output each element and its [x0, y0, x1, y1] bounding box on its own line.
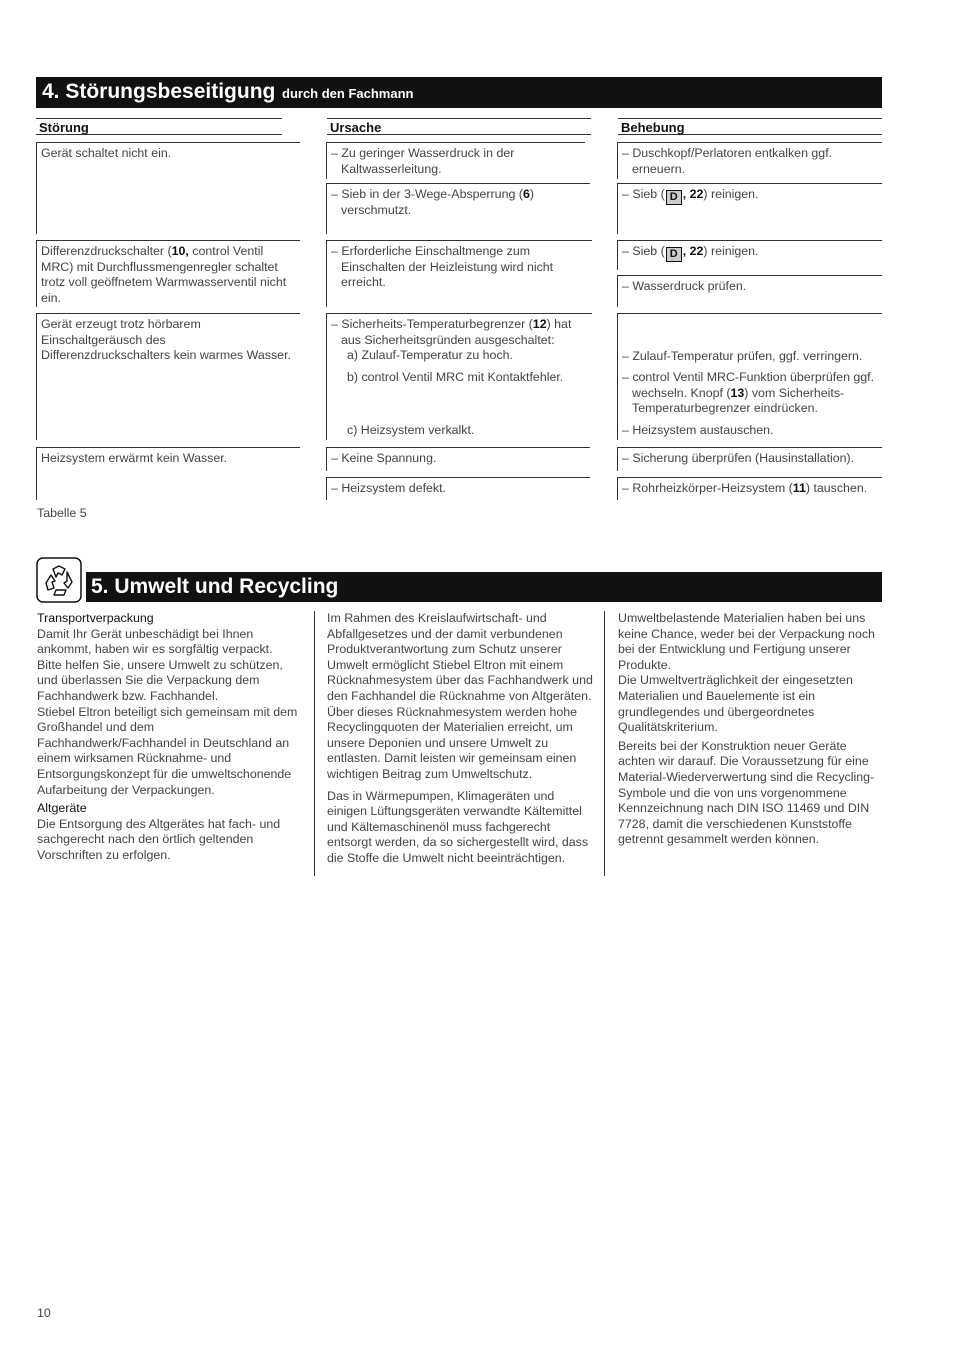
heading-altgeraete: Altgeräte [37, 801, 87, 816]
section5-title-bar [86, 572, 882, 602]
section5-column2 [327, 611, 593, 867]
table-caption: Tabelle 5 [37, 506, 87, 520]
para-konstruktion: Bereits bei der Konstruktion neuer Geräte achten wir darauf. Die Voraussetzung für eine Material-Wiederverwertung sind die Recycling-Symbole und die von uns vorgenommene Kennzeichnung nach DIN ISO 11469 und DIN 7728, damit die verschiedenen Kunststoffe getrennt gesammelt werden können. [618, 738, 875, 847]
row1-behebung2-cell [617, 183, 882, 234]
d-box-icon: D [666, 190, 682, 205]
row2-behebung1-cell [617, 240, 882, 270]
row3-behebung-b: – control Ventil MRC-Funktion überprüfen ggf. wechseln. Knopf (13) vom Sicherheits-Temperaturbegrenzer eindrücken. [622, 370, 875, 416]
row1-ursache1: – Zu geringer Wasserdruck in der Kaltwasserleitung. [331, 146, 515, 176]
recycle-icon [36, 557, 82, 603]
row2-behebung1: – Sieb ( D , 22) reinigen. [622, 244, 759, 260]
row3-ursache-b: b) control Ventil MRC mit Kontaktfehler. [347, 370, 564, 384]
para-kaeltemittel: Das in Wärmepumpen, Klimageräten und einigen Lüftungsgeräten verwandte Kältemittel und Kältemaschinenöl muss fachgerecht entsorgt werden, da so sichergestellt wird, dass die Stoffe die Umwelt nicht beeinträchtigen. [327, 788, 589, 865]
row1-stoerung: Gerät schaltet nicht ein. [41, 146, 172, 160]
row1-behebung1: – Duschkopf/Perlatoren entkalken ggf. erneuern. [622, 146, 833, 176]
section5-column1 [37, 611, 299, 864]
section4-subtitle: durch den Fachmann [282, 86, 414, 101]
row4-ursache2: – Heizsystem defekt. [331, 481, 447, 495]
heading-transportverpackung: Transportverpackung [37, 611, 154, 625]
row4-behebung2: – Rohrheizkörper-Heizsystem (11) tauschen. [622, 481, 868, 495]
row4-behebung2-cell [617, 477, 882, 500]
row3-ursache1: – Sicherheits-Temperaturbegrenzer (12) hat aus Sicherheitsgründen ausgeschaltet: [331, 317, 572, 347]
row3-stoerung-cell [36, 313, 300, 440]
d-box-icon: D [666, 247, 682, 262]
row1-stoerung-cell [36, 142, 300, 234]
para-umweltbelastend: Umweltbelastende Materialien haben bei uns keine Chance, weder bei der Verpackung noch bei der Entwicklung und Fertigung unserer Produkte. [618, 611, 875, 672]
row4-ursache1-cell [326, 447, 590, 471]
section5-title: 5. Umwelt und Recycling [91, 575, 339, 598]
section4-title: 4. Störungsbeseitigung [42, 80, 276, 103]
row4-ursache1: – Keine Spannung. [331, 451, 437, 465]
row3-behebung-cell [617, 313, 882, 440]
row4-ursache2-cell [326, 477, 590, 500]
row3-behebung-c: – Heizsystem austauschen. [622, 423, 774, 437]
row1-ursache1-cell [326, 142, 585, 179]
para-umweltvertraeglichkeit: Die Umweltverträglichkeit der eingesetzten Materialien und Bauelemente ist ein grundlegendes und übergeordnetes Qualitätskriterium. [618, 673, 853, 735]
row2-behebung2: – Wasserdruck prüfen. [622, 279, 747, 293]
row1-behebung2: – Sieb ( D , 22) reinigen. [622, 187, 759, 203]
row4-stoerung-cell [36, 447, 300, 500]
row1-ursache2: – Sieb in der 3-Wege-Absperrung (6) verschmutzt. [331, 187, 534, 217]
para-ruecknahme: Im Rahmen des Kreislaufwirtschaft- und Abfallgesetzes und der damit verbundenen Produktverantwortung zum Schutz unserer Umwelt ermöglicht Stiebel Eltron mit einem Rücknahmesystem über das Fachhandwerk und den Fachhandel die Rücknahme von Altgeräten. Über dieses Rücknahmesystem werden hohe Recyclingquoten der Materialien erreicht, um unsere Deponien und unsere Umwelt zu entlasten. Damit leisten wir gemeinsam einen wichtigen Beitrag zum Umweltschutz. [327, 611, 593, 781]
row4-behebung1-cell [617, 447, 882, 471]
row2-ursache1: – Erforderliche Einschaltmenge zum Einschalten der Heizleistung wird nicht erreicht. [331, 244, 554, 290]
row3-stoerung: Gerät erzeugt trotz hörbarem Einschaltgeräusch des Differenzdruckschalters kein warmes Wasser. [41, 317, 291, 363]
row4-stoerung: Heizsystem erwärmt kein Wasser. [41, 451, 228, 465]
row2-stoerung-cell [36, 240, 300, 307]
para-transport2: Stiebel Eltron beteiligt sich gemeinsam mit dem Großhandel und dem Fachhandwerk/Fachhandel in Deutschland an einem wirksamen Rücknahme- und Entsorgungskonzept für die umweltschonende Aufarbeitung der Verpackungen. [37, 704, 298, 797]
column-divider [314, 611, 315, 876]
row2-stoerung: Differenzdruckschalter (10, control Ventil MRC) mit Durchflussmengenregler schaltet trotz voll geöffnetem Warmwasserventil nicht ein. [41, 244, 287, 305]
row2-ursache1-cell [326, 240, 592, 307]
column-divider [604, 611, 605, 876]
header-ursache: Ursache [327, 118, 591, 135]
para-transport1: Damit Ihr Gerät unbeschädigt bei Ihnen ankommt, haben wir es sorgfältig verpackt. Bitte helfen Sie, unsere Umwelt zu schützen, und überlassen Sie die Verpackung dem Fachhandwerk bzw. Fachhandel. [37, 626, 283, 703]
row3-ursache-c: c) Heizsystem verkalkt. [347, 423, 475, 437]
row2-behebung2-cell [617, 275, 882, 307]
row1-ursache2-cell [326, 183, 590, 234]
row3-ursache-a: a) Zulauf-Temperatur zu hoch. [347, 348, 513, 362]
row4-behebung1: – Sicherung überprüfen (Hausinstallation). [622, 451, 855, 465]
row3-ursache-cell [326, 313, 592, 440]
para-altgeraete: Die Entsorgung des Altgerätes hat fach- und sachgerecht nach den örtlich geltenden Vorschriften zu erfolgen. [37, 816, 281, 862]
section5-column3 [618, 611, 882, 848]
header-behebung: Behebung [618, 118, 882, 135]
section4-title-bar [36, 77, 882, 108]
row1-behebung1-cell [617, 142, 882, 179]
header-stoerung: Störung [36, 118, 282, 135]
page-number: 10 [37, 1306, 51, 1320]
row3-behebung-a: – Zulauf-Temperatur prüfen, ggf. verringern. [622, 349, 863, 363]
